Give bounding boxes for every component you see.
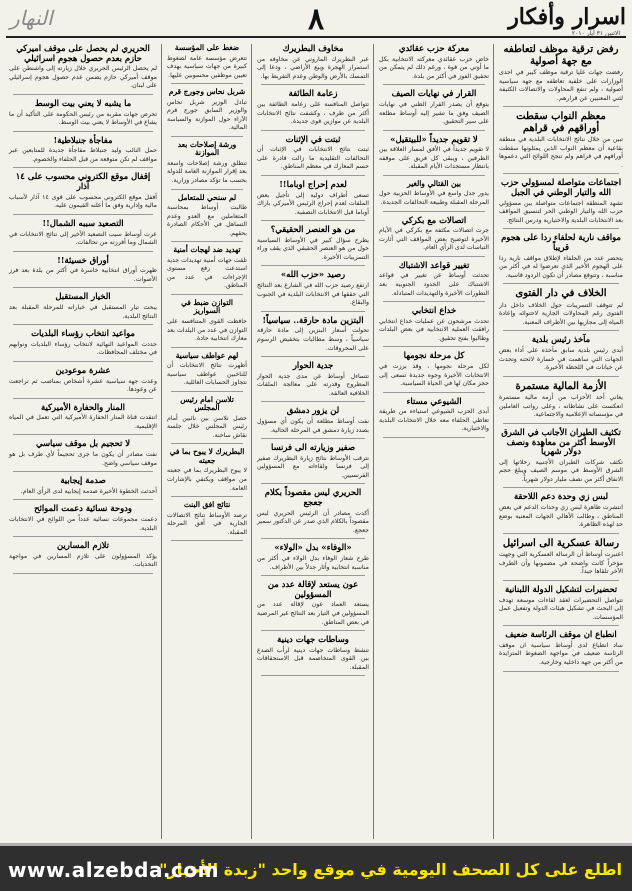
article-body: تتواصل التحضيرات لعقد لقاءات موسعة تهدف إلى البحث في تشكيل هيئات الدولة وتفعيل عمل المؤسسات. <box>499 596 623 621</box>
headline-divider <box>503 625 619 626</box>
headline-divider <box>13 287 153 288</box>
article <box>9 476 157 500</box>
article-headline: اجتماعات متواصلة لمسؤولي حزب الله والتيار الوطني في الجبل <box>500 177 622 198</box>
headline-divider <box>13 251 153 252</box>
article-headline: «الوفاء» بدل «الولاء» <box>274 542 352 553</box>
headline-divider <box>383 346 485 347</box>
article-headline: تلازم المسارين <box>57 540 109 551</box>
article <box>499 178 623 229</box>
article-body: تحدثت أوساط عن تغيير في قواعد الاشتباك على الحدود الجنوبية بعد التطورات الأخيرة والتهديدات المتبادلة. <box>379 272 489 297</box>
article-body: اعتبرت أوساط أن الرسالة العسكرية التي وجهت مؤخراً كانت واضحة في مضمونها وأن الطرف الآخر تلقاها جيداً. <box>499 551 623 576</box>
headline-divider <box>13 434 153 435</box>
headline-divider <box>503 487 619 488</box>
headline-divider <box>261 483 365 484</box>
article-headline: لن يزور دمشق <box>286 405 340 416</box>
headline-divider <box>261 675 365 676</box>
article <box>257 225 369 266</box>
article-body: خاض حزب عقائدي معركته الانتخابية بكل ما أوتي من قوة ، ورغم ذلك لم يتمكن من تحقيق الفوز في أكثر من بلدة. <box>379 55 489 80</box>
article <box>499 538 623 581</box>
headline-divider <box>13 573 153 574</box>
article-headline: رصيد «حزب الله» <box>280 269 346 280</box>
article <box>379 216 489 257</box>
article <box>257 443 369 484</box>
headline-divider <box>503 330 619 331</box>
article <box>257 406 369 439</box>
article-headline: الخلاف في دار الفتوى <box>515 288 607 300</box>
article-headline: لعدم إحراج اوباما!! <box>279 178 347 189</box>
article-body: تشهد المنطقة اجتماعات متواصلة بين مسؤولي حزب الله والتيار الوطني الحر لتنسيق المواقف بعد الانتخابات البلدية والاختيارية ودرس النتائج. <box>499 199 623 224</box>
article <box>167 88 247 137</box>
article <box>257 635 369 676</box>
article-body: تنطلق ورشة إصلاحات واسعة بعد إقرار الموازنة العامة للدولة بحسب ما تؤكد مصادر وزارية. <box>167 159 247 184</box>
headline-divider <box>261 265 365 266</box>
article-headline: زعامة الطائفة <box>288 88 338 99</box>
headline-divider <box>171 443 243 444</box>
article-body: تلقت جهات أمنية تهديدات جدية استدعت رفع مستوى الإجراءات في عدد من المناطق. <box>167 256 247 290</box>
article-headline: القرار في نهايات الصيف <box>391 88 477 99</box>
article-body: تتواصل المنافسة على زعامة الطائفة بين أكثر من طرف ، وكشفت نتائج الانتخابات البلدية عن موازين قوى جديدة. <box>257 100 369 126</box>
article <box>379 89 489 130</box>
article-headline: وساطات جهات دينية <box>277 634 349 645</box>
headline-divider <box>383 84 485 85</box>
article-headline: مواقف نارية لحلفاء ردا على هجوم قريباً <box>501 232 621 252</box>
article-body: تحدث مرشحون عن عمليات خداع انتخابي رافقت العملية الانتخابية في بعض البلدات وطالبوا بفتح تحقيق. <box>379 317 489 342</box>
article-body: حصل تلاسن بين نائبين أمام رئيس المجلس خلال جلسة نقاش ساخنة. <box>167 414 247 439</box>
article <box>167 246 247 295</box>
article-headline: بين القتالي والغير <box>407 178 461 188</box>
article-body: أكدت مصادر أن الرئيس الحريري ليس مقصوداً بالكلام الذي صدر عن الدكتور سمير جعجع. <box>257 509 369 534</box>
article <box>379 261 489 302</box>
article-body: تحولت أسعار البنزين إلى مادة حارقة سياسياً ، وسط مطالبات بتخفيض الرسوم على المحروقات. <box>257 327 369 352</box>
article-headline: ثبتت في الإثنات <box>285 133 341 144</box>
article <box>257 135 369 176</box>
article-headline: ما يشبه لا يعني بيت الوسط <box>34 97 132 108</box>
article-headline: لبس زي وحدة دعم اللاحقة <box>513 491 609 502</box>
article-headline: إقفال موقع الكتروني محسوب على ١٤ آذار <box>15 171 151 192</box>
headline-divider <box>503 228 619 229</box>
article <box>257 488 369 539</box>
article-headline: عشرة موعودين <box>55 364 111 375</box>
headline-divider <box>261 175 365 176</box>
article-headline: الأزمة المالية مستمرة <box>515 380 607 392</box>
article-headline: رفض ترقية موظف لتعاطفه مع جهة أصولية <box>503 44 619 67</box>
article-headline: تكثيف الطيران الأجانب في الشرق الأوسط أكثر من معاهدة ونصف دولار شهرياً <box>501 426 621 457</box>
article-body: تحرص جهات مقربة من رئيس الحكومة على التأكيد أن ما يشاع في الأوساط لا يعني بيت الوسط. <box>9 110 157 127</box>
article <box>9 366 157 399</box>
article <box>257 316 369 357</box>
column-separator <box>493 44 494 839</box>
article <box>167 396 247 445</box>
article-body: تبين من خلال نتائج الانتخابات البلدية في منطقة بقاعية أن معظم النواب الذين يمثلونها سقطت أوراقهم في قراهم ولم تنجح اللوائح التي دعموها . <box>499 136 623 169</box>
headline-divider <box>383 392 485 393</box>
article-headline: جدية الحوار <box>292 360 334 371</box>
headline-divider <box>503 283 619 284</box>
article-body: لم تتوقف التسريبات حول الخلاف داخل دار الفتوى رغم المحاولات الجارية لاحتوائه وإعادة المياه إلى مجاريها بين الأطراف المعنية. <box>499 301 623 326</box>
article <box>257 89 369 130</box>
headline-divider <box>261 356 365 357</box>
article-headline: مواعيد انتخاب رؤساء البلديات <box>31 328 135 339</box>
article-headline: نتائج افق البنت <box>183 500 231 510</box>
headline-divider <box>171 241 243 242</box>
headline-divider <box>261 84 365 85</box>
article-headline: اتصالات مع بكركي <box>401 214 467 225</box>
article <box>9 403 157 436</box>
headline-divider <box>171 189 243 190</box>
article <box>167 194 247 243</box>
article-body: ثبتت نتائج الانتخابات في الإثنات أن التحالفات التقليدية ما زالت قادرة على حسم المعارك في معظم المناطق. <box>257 146 369 171</box>
article <box>499 492 623 533</box>
article <box>379 44 489 85</box>
headline-divider <box>171 391 243 392</box>
headline-divider <box>261 220 365 221</box>
headline-divider <box>261 311 365 312</box>
headline-divider <box>13 536 153 537</box>
column-separator <box>373 44 374 839</box>
news-column <box>496 42 626 841</box>
article-body: أقفل موقع الكتروني محسوب على قوى ١٤ آذار لأسباب مالية وإدارية وفق ما أعلنه القيمون عليه. <box>9 193 157 210</box>
headline-divider <box>503 671 619 672</box>
headline-divider <box>171 294 243 295</box>
page-number: ٨ <box>307 2 325 37</box>
article-body: انتقدت قناة المنار الحفارة الأميركية التي تعمل في المياه الإقليمية. <box>9 414 157 430</box>
news-column <box>164 42 250 841</box>
article-headline: التصعيد سببه الشمال!! <box>42 217 124 228</box>
article-body: ارتفع رصيد حزب الله في الشارع بعد النتائج التي حققها في الانتخابات البلدية في الجنوب والبقاع. <box>257 282 369 307</box>
article <box>499 381 623 424</box>
article-headline: معركة حزب عقائدي <box>398 43 470 53</box>
article <box>257 180 369 221</box>
article-body: تتعرض مؤسسة عامة لضغوط كبيرة من جهات سياسية بهدف تعيين موظفين محسوبين عليها. <box>167 54 247 79</box>
footer-message: اطلع على كل الصحف اليومية في موقع واحد "زبدة الأخبار" <box>159 860 622 879</box>
article-body: لم يحصل الرئيس الحريري خلال زيارته إلى واشنطن على موقف أميركي حازم يضمن عدم حصول هجوم إسرائيلي على لبنان. <box>9 65 157 90</box>
headline-divider <box>503 173 619 174</box>
section-title: اسرار وأفكار <box>508 4 626 30</box>
article <box>379 180 489 212</box>
article <box>257 543 369 576</box>
article-body: يتوقع أن يصدر القرار الظني في نهايات الصيف وفق ما تشير إليه أوساط مطلعة على سير التحقيق. <box>379 100 489 126</box>
article-headline: خداع انتخابي <box>411 305 457 316</box>
article-headline: ودوحة نسائية دعمت الموائح <box>34 503 132 514</box>
footer-banner[interactable] <box>0 843 632 891</box>
headline-divider <box>383 211 485 212</box>
article-headline: لم سنحي للمتعامل <box>177 192 237 202</box>
article-body: رفضت جهات عليا ترقية موظف كبير في احدى الوزارات على خلفية تعاطفه مع جهة سياسية أصولية ، ولم تنفع المحاولات والاتصالات الكثيفة لثني المعنيين عن قرارهم. <box>499 69 623 102</box>
article-headline: المنار والحفارة الأميركية <box>41 401 125 412</box>
article-headline: الخيار المستقبل <box>55 291 111 302</box>
article <box>167 299 247 348</box>
article-body: أظهرت نتائج الانتخابات أن للناخبين عواطف سياسية تتجاوز الحسابات العائلية. <box>167 362 247 387</box>
article-headline: الحريري ليس مقصوداً بكلام جعجع <box>264 487 362 508</box>
article-body: ساد انطباع لدى أوساط سياسية ان موقف الرئاسة ضعيف في مواجهة الضغوط المتزايدة من أكثر من جهة داخلية وخارجية. <box>499 641 623 666</box>
article-body: حمل النائب وليد جنبلاط مفاجأة جديدة للمتابعين عبر مواقف لم تكن متوقعة من قبل الحلفاء والخصوم. <box>9 147 157 163</box>
headline-divider <box>261 630 365 631</box>
headline-divider <box>383 256 485 257</box>
article-body: يطرح سؤال كبير في الأوساط السياسية حول من هو العنصر الحقيقي الذي يقف وراء التسريبات الأخيرة. <box>257 236 369 261</box>
article-body: تكثف شركات الطيران الأجنبية رحلاتها إلى الشرق الأوسط في موسم الصيف ويبلغ حجم الانفاق أكثر من نصف مليار دولار شهرياً. <box>499 458 623 483</box>
headline-divider <box>13 131 153 132</box>
article <box>9 329 157 362</box>
article-body: انتشرت ظاهرة لبس زي وحدات الدعم في بعض المناطق ، وطالب الأهالي الجهات المعنية بوضع حد لهذه الظاهرة. <box>499 504 623 529</box>
article-body: نفت مصادر أن يكون ما جرى تحجيماً لأي طرف بل هو موقف سياسي واضح. <box>9 451 157 467</box>
headline-divider <box>171 347 243 348</box>
article-headline: مفاجأة جنبلاطية! <box>53 134 113 145</box>
article-body: أحدثت الخطوة الأخيرة صدمة إيجابية لدى الرأي العام. <box>20 487 157 495</box>
headline-divider <box>171 496 243 497</box>
article <box>257 361 369 402</box>
article <box>167 352 247 392</box>
headline-divider <box>503 533 619 534</box>
article <box>499 428 623 489</box>
article <box>379 397 489 438</box>
article-body: عزت أوساط سبب التصعيد الأخير إلى نتائج الانتخابات في الشمال وما أفرزته من تحالفات. <box>9 230 157 247</box>
article-body: طرح شعار الوفاء بدل الولاء في أكثر من مناسبة انتخابية وأثار جدلاً بين الأطراف. <box>257 555 369 571</box>
article-body: حددت المواعيد النهائية لانتخاب رؤساء البلديات ونوابهم في مختلف المحافظات. <box>9 340 157 357</box>
article-headline: رسالة عسكرية الى اسرائيل <box>502 537 620 549</box>
article-body: لا تقويم جديداً في الأفق لمسار العلاقة بين الطرفين ، ويبقى كل فريق على موقفه بانتظار مستجدات الأيام المقبلة. <box>379 146 489 171</box>
article-headline: تغيير قواعد الاشتباك <box>398 259 470 270</box>
article-body: تبادل الوزير شربل نحاس والوزير السابق جورج قرم الآراء حول الموازنة والسياسة المالية. <box>167 98 247 132</box>
article-body: طالبت أوساط بمحاسبة المتعاملين مع العدو وعدم التساهل في الأحكام الصادرة بحقهم. <box>167 204 247 237</box>
article <box>9 292 157 325</box>
article <box>379 135 489 176</box>
article-body: أبدى الحزب الشيوعي استياءه من طريقة تعاطي الحلفاء معه خلال الانتخابات البلدية والاختيارية. <box>379 408 489 433</box>
article-headline: أوراق خسيئة!! <box>57 254 109 265</box>
article <box>167 44 247 84</box>
headline-divider <box>503 423 619 424</box>
headline-divider <box>383 130 485 131</box>
headline-divider <box>171 83 243 84</box>
headline-divider <box>503 106 619 107</box>
article-headline: مخاوف البطريرك <box>282 43 344 53</box>
headline-divider <box>13 471 153 472</box>
masthead <box>6 4 626 38</box>
article <box>379 351 489 392</box>
article-headline: كل مرحلة نجومها <box>403 350 465 361</box>
article <box>9 256 157 289</box>
article <box>257 270 369 311</box>
article-body: يعاني أحد الأحزاب من أزمة مالية مستمرة انعكست على نشاطاته ، وعلى رواتب العاملين في مؤسساته الإعلامية والاجتماعية. <box>499 394 623 419</box>
article-headline: مآخذ رئيس بلدية <box>531 334 591 345</box>
article-headline: البتزين مادة حارقة.. سياسياً! <box>262 314 364 325</box>
news-column <box>6 42 160 841</box>
article <box>167 141 247 190</box>
article-body: تسعى أطراف دولية إلى تأجيل بعض الملفات لعدم إحراج الرئيس الأميركي باراك أوباما قبل الانتخابات النصفية. <box>257 191 369 216</box>
news-column <box>254 42 372 841</box>
article <box>499 288 623 331</box>
headline-divider <box>383 301 485 302</box>
article <box>9 504 157 537</box>
article-body: عبر البطريرك الماروني عن مخاوفه من استمرار الهجرة وبيع الأراضي ، ودعا إلى التمسك بالأرض والوطن وعدم التفريط بها. <box>257 55 369 80</box>
article <box>9 219 157 252</box>
article-body: يبحث تيار المستقبل في خياراته للمرحلة المقبلة بعد النتائج البلدية. <box>9 304 157 320</box>
headline-divider <box>383 437 485 438</box>
article-headline: ضغط على المؤسسة <box>174 43 240 52</box>
headline-divider <box>13 167 153 168</box>
article-headline: تحضيرات لتشكيل الدولة اللبنانية <box>504 583 618 594</box>
headline-divider <box>13 499 153 500</box>
headline-divider <box>13 94 153 95</box>
article-headline: لا تقويم جديداً «للبيتقيل» <box>390 133 478 144</box>
article-body: تنشط وساطات جهات دينية لرأب الصدع بين القوى المتخاصمة قبل الاستحقاقات المقبلة. <box>257 646 369 671</box>
article-body: أبدى رئيس بلدية سابق مآخذه على أداء بعض الجهات التي ساهمت في خسارة لائحته وتحدث عن خيانات في اللحظة الأخيرة. <box>499 347 623 372</box>
article-body: تترقب الأوساط نتائج زيارة البطريرك صفير إلى فرنسا ولقاءاته مع المسؤولين الفرنسيين. <box>257 454 369 479</box>
headline-divider <box>383 175 485 176</box>
footer-site-link[interactable]: www.alzebda.com <box>8 858 219 882</box>
article-body: نفت أوساط مطلعة أن يكون أي مسؤول بصدد زيارة دمشق في المرحلة الحالية. <box>257 418 369 434</box>
article-body: يدور جدل واسع في الأوساط الحزبية حول المرحلة المقبلة وطبيعة التحالفات الجديدة. <box>379 190 489 206</box>
article-headline: التوازن ضبط في السواريز <box>181 297 233 316</box>
article-headline: البطريرك لا يبوح بما في جعبته <box>169 447 245 465</box>
article-headline: لا تحجيم بل موقف سياسي <box>36 438 130 449</box>
article-headline: صفير وزيارته الى فرنسا <box>271 442 355 453</box>
article <box>167 448 247 497</box>
article-body: ترصد الأوساط نتائج الاتصالات الجارية في أفق المرحلة المقبلة. <box>167 511 247 536</box>
article-body: يستعد العماد عون لإقالة عدد من المسؤولين في التيار بعد النتائج غير المرضية في بعض المناطق. <box>257 601 369 626</box>
article-body: لكل مرحلة نجومها ، وقد برزت في الانتخابات الأخيرة وجوه جديدة تسعى إلى حجز مكان لها في الحياة السياسية. <box>379 363 489 388</box>
article-body: وعدت جهة سياسية عشرة أشخاص بمناصب ثم تراجعت عن وعودها. <box>9 377 157 394</box>
headline-divider <box>261 538 365 539</box>
headline-divider <box>13 324 153 325</box>
article-headline: من هو العنصر الحقيقي؟ <box>270 224 356 235</box>
article-headline: انطباع ان موقف الرئاسة ضعيف <box>505 629 617 640</box>
article-body: جرت اتصالات مكثفة مع بكركي في الأيام الأخيرة لتوضيح بعض المواقف التي أثارت التباسات لدى الرأي العام. <box>379 227 489 252</box>
article-body: دعمت مجموعات نسائية عدداً من اللوائح في الانتخابات البلدية. <box>9 515 157 532</box>
article <box>499 630 623 671</box>
article-headline: الشيوعي مستاء <box>406 395 462 406</box>
headline-divider <box>503 580 619 581</box>
news-column <box>376 42 492 841</box>
article <box>9 99 157 132</box>
article <box>257 580 369 631</box>
article-headline: ورشة إصلاحات بعد الموازنة <box>177 139 237 158</box>
article-headline: شربل نحاس وجورج قرم <box>168 87 246 97</box>
article-headline: لهم عواطف سياسية <box>175 350 239 360</box>
article-body: ظهرت أوراق انتخابية خاسرة في أكثر من بلدة بعد فرز الأصوات. <box>9 267 157 283</box>
article-headline: تلاسن امام رئيس المجلس <box>180 394 234 413</box>
article-body: يؤكد المسؤولون على تلازم المسارين في مواجهة التحديات. <box>9 552 157 569</box>
headline-divider <box>261 401 365 402</box>
article <box>499 335 623 376</box>
article <box>499 233 623 284</box>
headline-divider <box>261 575 365 576</box>
article <box>9 44 157 95</box>
article <box>379 306 489 347</box>
issue-date: الاثنين ٣١ أيار ٢٠١٠ <box>571 30 620 37</box>
article-body: لا يبوح البطريرك بما في جعبته من مواقف ويكتفي بالإشارات العامة. <box>167 467 247 492</box>
headline-divider <box>171 136 243 137</box>
article-body: تتساءل أوساط عن مدى جدية الحوار المطروح وقدرته على معالجة الملفات الخلافية العالقة. <box>257 372 369 397</box>
headline-divider <box>13 361 153 362</box>
headline-divider <box>261 130 365 131</box>
article-headline: الحريري لم يحصل على موقف اميركي حازم بعدم حصول هجوم اسرائيلي <box>16 43 150 63</box>
column-separator <box>161 44 162 839</box>
paper-logo: النهار <box>10 6 53 30</box>
article-body: حافظت القوى المتنافسة على التوازن في عدد من البلدات بعد معارك انتخابية حادة. <box>167 317 247 343</box>
article <box>167 501 247 541</box>
article <box>499 111 623 174</box>
article <box>9 136 157 169</box>
headline-divider <box>13 398 153 399</box>
article <box>9 439 157 472</box>
headline-divider <box>503 376 619 377</box>
article-headline: معظم النواب سقطت أوراقهم في قراهم <box>516 111 606 134</box>
article <box>257 44 369 85</box>
headline-divider <box>261 438 365 439</box>
article-body: يتحضر عدد من الحلفاء لإطلاق مواقف نارية ردا على الهجوم الأخير الذي تعرضوا له في أكثر من مناسبة ، وتتوقع مصادر أن تكون الردود قاسية. <box>499 254 623 279</box>
article <box>499 585 623 626</box>
article-headline: تهديد ضد لهجات أمنية <box>173 245 241 255</box>
headline-divider <box>171 540 243 541</box>
column-separator <box>251 44 252 839</box>
article-headline: صدمة إيجابية <box>60 475 106 486</box>
article <box>499 44 623 107</box>
article <box>9 541 157 574</box>
headline-divider <box>13 214 153 215</box>
article <box>9 172 157 214</box>
article-headline: عون يستعد لإقالة عدد من المسؤولين <box>267 579 359 599</box>
